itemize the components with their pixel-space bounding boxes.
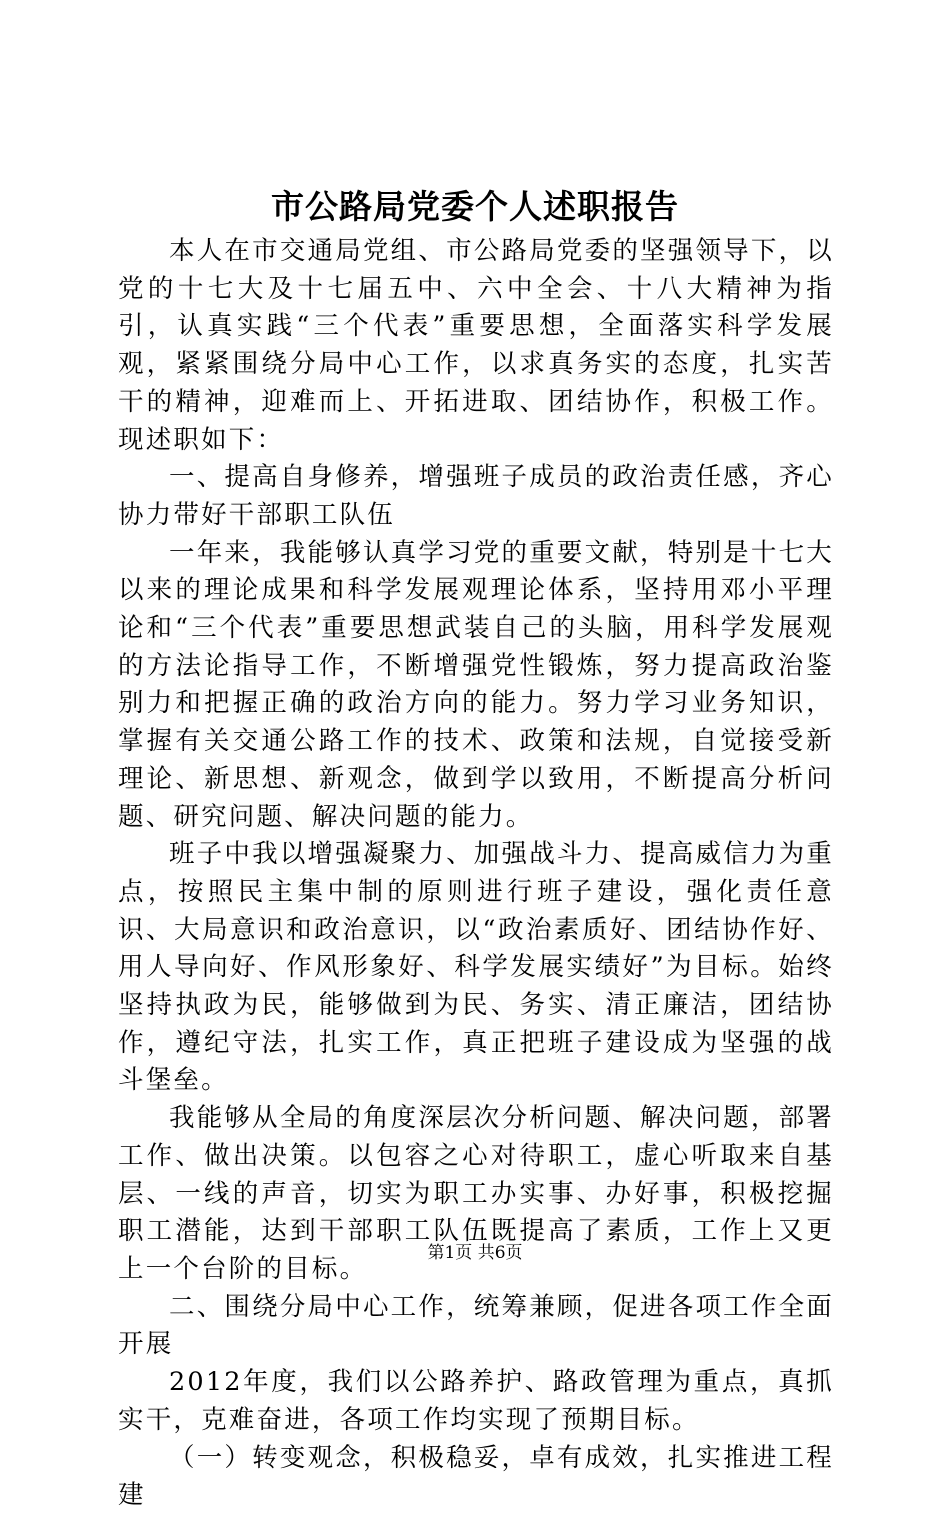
paragraph-study: 一年来，我能够认真学习党的重要文献，特别是十七大以来的理论成果和科学发展观理论体系，坚持用邓小平理论和“三个代表”重要思想武装自己的头脑，用科学发展观的方法论指导工作，不断增强党性锻炼，努力提高政治鉴别力和把握正确的政治方向的能力。努力学习业务知识，掌握有关交通公路工作的技术、政策和法规，自觉接受新理论、新思想、新观念，做到学以致用，不断提高分析问题、研究问题、解决问题的能力。 — [118, 537, 834, 832]
subsection-heading-1: （一）转变观念，积极稳妥，卓有成效，扎实推进工程建 — [118, 1442, 834, 1511]
paragraph-intro: 本人在市交通局党组、市公路局党委的坚强领导下，以党的十七大及十七届五中、六中全会、十八大精神为指引，认真实践“三个代表”重要思想，全面落实科学发展观，紧紧围绕分局中心工作，以求真务实的态度，扎实苦干的精神，迎难而上、开拓进取、团结协作，积极工作。现述职如下： — [118, 236, 834, 455]
paragraph-team: 班子中我以增强凝聚力、加强战斗力、提高威信力为重点，按照民主集中制的原则进行班子建设，强化责任意识、大局意识和政治意识，以“政治素质好、团结协作好、用人导向好、作风形象好、科学发展实绩好”为目标。始终坚持执政为民，能够做到为民、务实、清正廉洁，团结协作，遵纪守法，扎实工作，真正把班子建设成为坚强的战斗堡垒。 — [118, 839, 834, 1096]
document-body — [118, 233, 834, 1515]
paragraph-2012: 2012年度，我们以公路养护、路政管理为重点，真抓实干，克难奋进，各项工作均实现了预期目标。 — [118, 1367, 834, 1435]
paragraph-decision: 我能够从全局的角度深层次分析问题、解决问题，部署工作、做出决策。以包容之心对待职工，虚心听取来自基层、一线的声音，切实为职工办实事、办好事，积极挖掘职工潜能，达到干部职工队伍既提高了素质，工作上又更上一个台阶的目标。 — [118, 1103, 834, 1284]
document-title: 市公路局党委个人述职报告 — [271, 187, 679, 226]
section-heading-1: 一、提高自身修养，增强班子成员的政治责任感，齐心协力带好干部职工队伍 — [118, 462, 834, 530]
section-heading-2: 二、围绕分局中心工作，统筹兼顾，促进各项工作全面开展 — [118, 1291, 834, 1360]
page-number: 第1页 共6页 — [427, 1243, 523, 1263]
